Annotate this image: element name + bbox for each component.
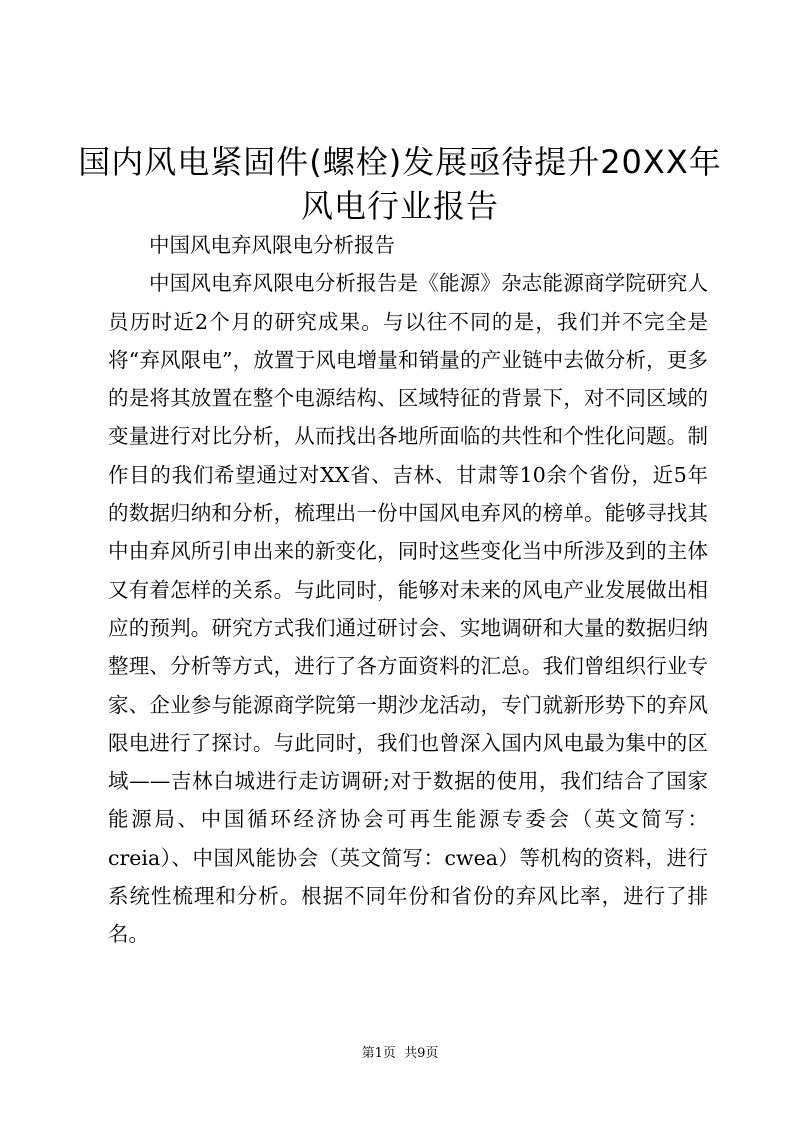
title-line-1: 国内风电紧固件(螺栓)发展亟待提升20XX年 [78, 143, 722, 181]
section-heading: 中国风电弃风限电分析报告 [149, 233, 395, 257]
body-paragraph: 中国风电弃风限电分析报告是《能源》杂志能源商学院研究人员历时近2个月的研究成果。与以往不同的是，我们并不完全是将“弃风限电”，放置于风电增量和销量的产业链中去做分析，更多的是将其放置在整个电源结构、区域特征的背景下，对不同区域的变量进行对比分析，从而找出各地所面临的共性和个性化问题。制作目的我们希望通过对XX省、吉林、甘肃等10余个省份，近5年的数据归纳和分析，梳理出一份中国风电弃风的榜单。能够寻找其中由弃风所引申出来的新变化，同时这些变化当中所涉及到的主体又有着怎样的关系。与此同时，能够对未来的风电产业发展做出相应的预判。研究方式我们通过研讨会、实地调研和大量的数据归纳整理、分析等方式，进行了各方面资料的汇总。我们曾组织行业专家、企业参与能源商学院第一期沙龙活动，专门就新形势下的弃风限电进行了探讨。与此同时，我们也曾深入国内风电最为集中的区域——吉林白城进行走访调研;对于数据的使用，我们结合了国家能源局、中国循环经济协会可再生能源专委会（英文简写：creia）、中国风能协会（英文简写：cwea）等机构的资料，进行系统性梳理和分析。根据不同年份和省份的弃风比率，进行了排名。 [108, 271, 708, 947]
page-number: 第1页 共9页 [361, 1046, 439, 1061]
document-title [0, 140, 800, 228]
document-body [108, 226, 708, 954]
page-footer [0, 1044, 800, 1064]
title-line-2: 风电行业报告 [300, 187, 499, 225]
